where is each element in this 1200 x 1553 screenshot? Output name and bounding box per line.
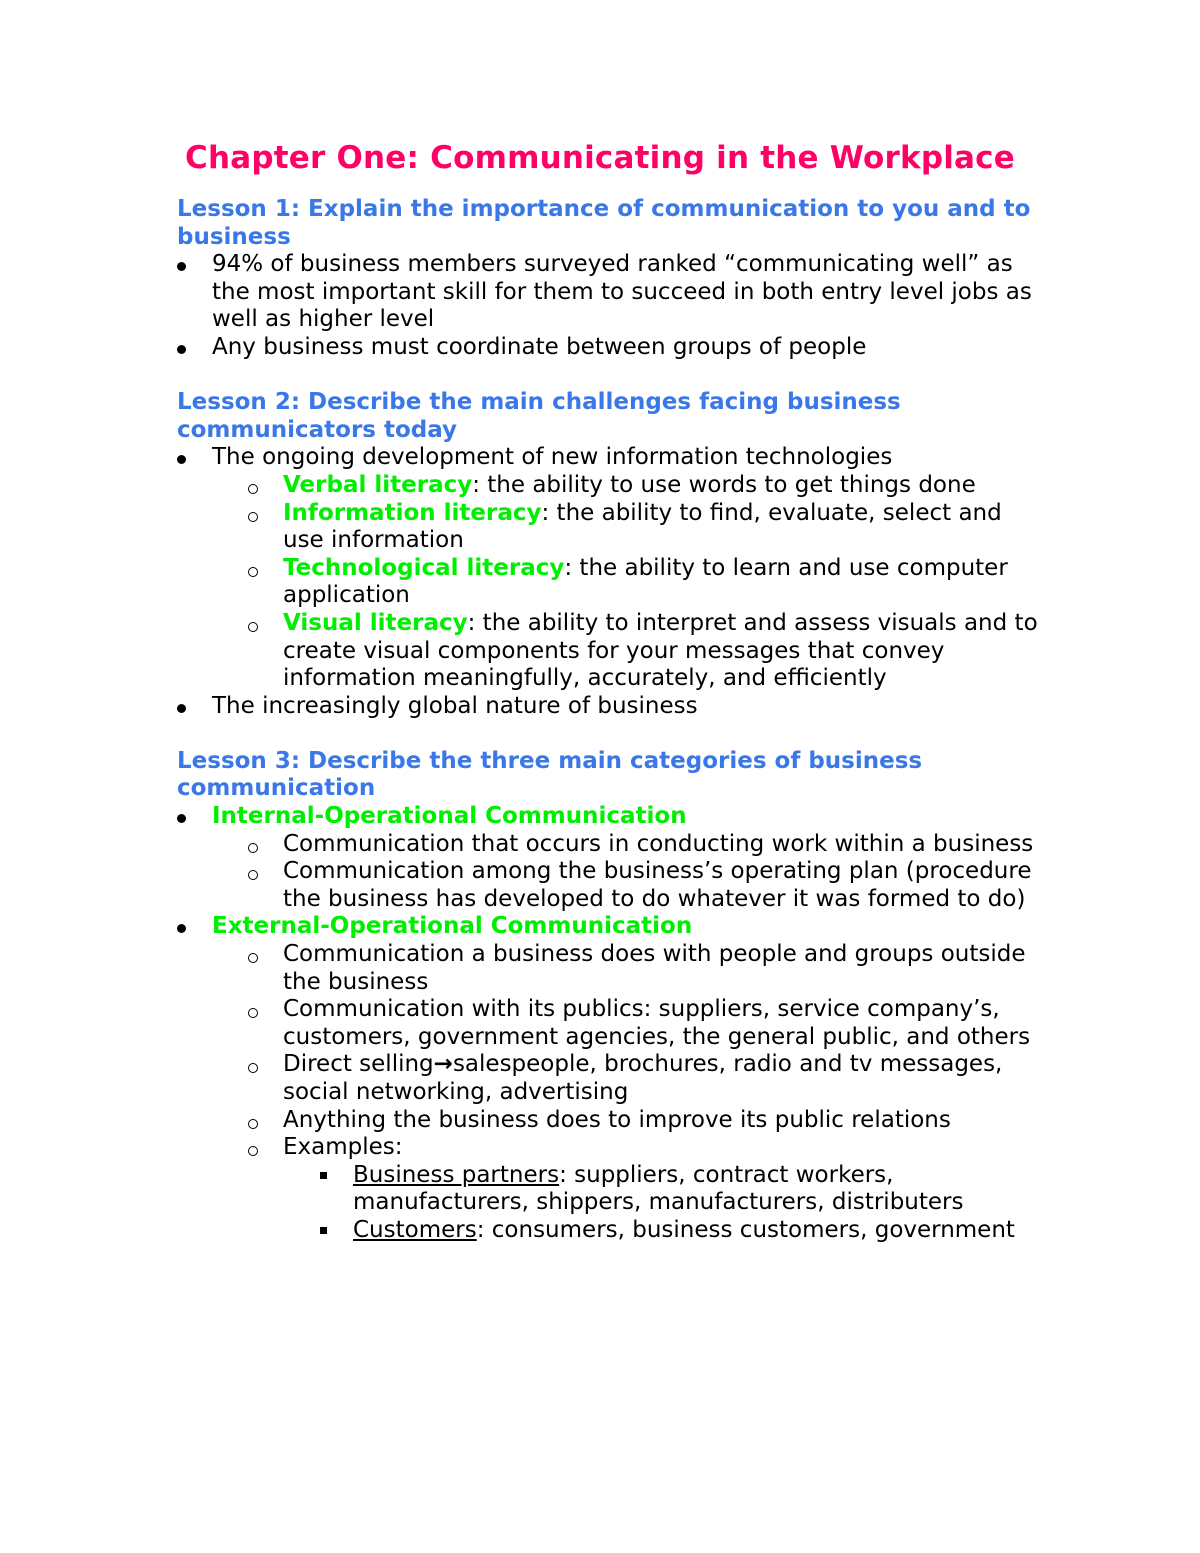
lesson-2 bbox=[177, 389, 1047, 720]
lesson-3 bbox=[177, 748, 1047, 1245]
list-item: Any business must coordinate between groups of people bbox=[212, 333, 867, 360]
list-item-category: External-Operational Communication bbox=[212, 913, 693, 940]
list-item: Communication with its publics: suppliers, service company’s, customers, government agencies, the general public, and others bbox=[283, 996, 1031, 1050]
list-item: 94% of business members surveyed ranked “communicating well” as the most important skill for them to succeed in both entry level jobs as well as higher level bbox=[212, 251, 1032, 333]
lesson-2-list bbox=[177, 444, 1047, 720]
list-item: Communication a business does with people and groups outside the business bbox=[283, 941, 1026, 995]
list-item-literacy: Technological literacy: the ability to learn and use computer application bbox=[283, 554, 1008, 609]
document-body bbox=[177, 196, 1047, 1272]
lesson-3-list bbox=[177, 803, 1047, 1245]
list-item: The ongoing development of new information technologies bbox=[212, 444, 893, 471]
list-item: Communication that occurs in conducting work within a business bbox=[283, 830, 1034, 857]
lesson-1-heading: Lesson 1: Explain the importance of communication to you and to business bbox=[177, 196, 1031, 250]
list-item-literacy: Verbal literacy: the ability to use words to get things done bbox=[283, 471, 976, 498]
list-item-literacy: Visual literacy: the ability to interpret and assess visuals and to create visual components for your messages that convey information meaningfully, accurately, and efficiently bbox=[283, 609, 1038, 692]
arrow-right-icon: → bbox=[433, 1051, 453, 1078]
list-item-literacy: Information literacy: the ability to find, evaluate, select and use information bbox=[283, 499, 1002, 554]
lesson-1 bbox=[177, 196, 1047, 362]
list-item-category: Internal-Operational Communication bbox=[212, 803, 687, 830]
list-item: Anything the business does to improve its public relations bbox=[283, 1106, 951, 1133]
list-item: Direct selling→salespeople, brochures, radio and tv messages, social networking, advertising bbox=[283, 1051, 1003, 1105]
list-item: Communication among the business’s operating plan (procedure the business has developed to do whatever it was formed to do) bbox=[283, 858, 1032, 912]
list-item: Examples: bbox=[283, 1134, 403, 1161]
lesson-2-heading: Lesson 2: Describe the main challenges facing business communicators today bbox=[177, 389, 901, 443]
chapter-title: Chapter One: Communicating in the Workplace bbox=[185, 140, 1015, 176]
lesson-1-list bbox=[177, 251, 1047, 361]
list-item-example: Customers: consumers, business customers, government bbox=[353, 1216, 1015, 1243]
list-item-example: Business partners: suppliers, contract workers, manufacturers, shippers, manufacturers, distributers bbox=[353, 1161, 964, 1216]
list-item: The increasingly global nature of business bbox=[212, 692, 698, 719]
lesson-3-heading: Lesson 3: Describe the three main categories of business communication bbox=[177, 747, 923, 802]
